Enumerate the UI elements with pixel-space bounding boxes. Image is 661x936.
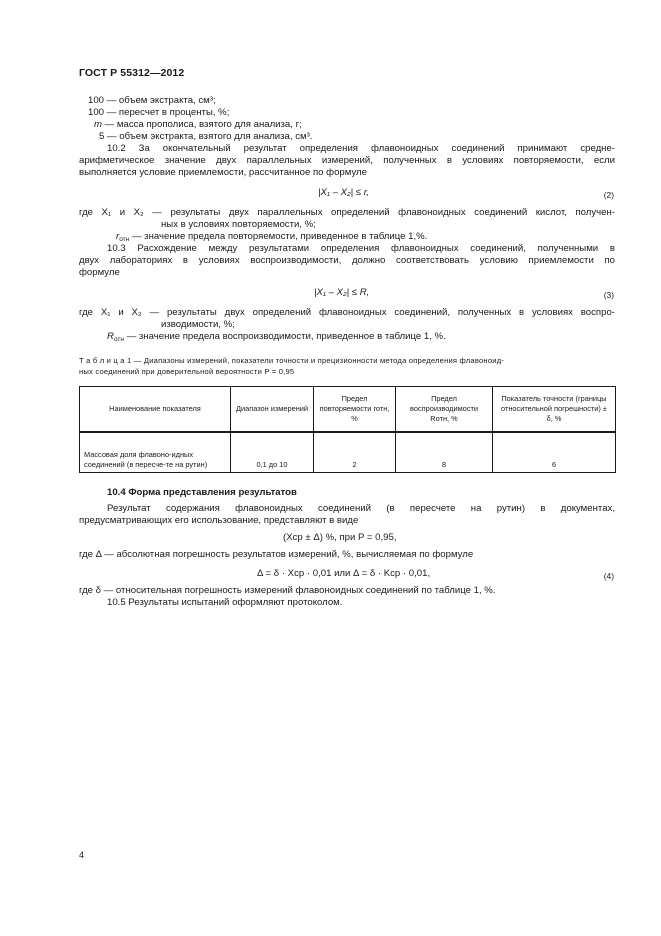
formula: |X₁ – X₂| ≤ R, [314, 287, 370, 298]
table-cell: 8 [396, 432, 493, 473]
section-title: 10.4 Форма представления результатов [107, 487, 297, 498]
page-header: ГОСТ Р 55312—2012 [79, 67, 185, 79]
header-cell: Диапазон измерений [231, 387, 314, 433]
table-header-row [80, 387, 616, 433]
header-cell: Предел воспроизводимости Rотн, % [396, 387, 493, 433]
table-cell: 6 [493, 432, 616, 473]
equation-number: (3) [603, 290, 614, 300]
legend-line [94, 119, 302, 131]
formula: |X₁ – X₂| ≤ r, [318, 187, 370, 198]
paragraph-line: ных в условиях повторяемости, %; [161, 219, 316, 230]
equation-number: (2) [603, 190, 614, 200]
table-caption: Т а б л и ц а 1 — Диапазоны измерений, показатели точности и прецизионности метода определения флавоноид- [79, 356, 505, 365]
paragraph-line: формуле [79, 267, 120, 278]
table-row [80, 432, 616, 473]
header-cell: Предел повторяемости rотн, % [314, 387, 396, 433]
definition-text: — значение предела повторяемости, приведенное в таблице 1,%. [129, 231, 428, 242]
table-caption: ных соединений при доверительной вероятности P = 0,95 [79, 367, 295, 376]
paragraph-line: 10.5 Результаты испытаний оформляют протоколом. [107, 597, 343, 608]
paragraph-line [107, 331, 446, 346]
paragraph-line: 10.3 Расхождение между результатами определения флавоноидных соединений, полученными в [107, 243, 615, 254]
paragraph-line: двух лабораториях в условиях воспроизводимости, должно соответствовать условию приемлемости по [79, 255, 615, 266]
table-cell: Массовая доля флавоно-идных соединений (в пересче-те на рутин) [80, 432, 231, 473]
table-cell: 2 [314, 432, 396, 473]
subscript: отн [113, 336, 124, 343]
paragraph-line: где X₁ и X₂ — результаты двух определений флавоноидных соединений, полученных в условиях воспро- [79, 307, 615, 318]
paragraph-line: изводимости, %; [161, 319, 235, 330]
paragraph-line: выполняется условие приемлемости, рассчитанное по формуле [79, 167, 367, 178]
paragraph-line: где Δ — абсолютная погрешность результатов измерений, %, вычисляемая по формуле [79, 549, 474, 560]
legend-text: — масса прополиса, взятого для анализа, г; [102, 119, 302, 130]
table-cell: 0,1 до 10 [231, 432, 314, 473]
variable-r: r [116, 231, 120, 242]
paragraph-line: Результат содержания флавоноидных соединений (в пересчете на рутин) в документах, [107, 503, 615, 514]
equation-number: (4) [603, 571, 614, 581]
variable-m: m [94, 119, 102, 130]
paragraph-line: арифметическое значение двух параллельных измерений, полученных в условиях повторяемости, если [79, 155, 615, 166]
subscript: отн [119, 236, 130, 243]
formula: (Xср ± Δ) %, при P = 0,95, [283, 532, 397, 543]
header-cell: Показатель точности (границы относительной погрешности) ± δ, % [493, 387, 616, 433]
definition-text: — значение предела воспроизводимости, приведенное в таблице 1, %. [123, 331, 446, 342]
variable-R: R [107, 331, 114, 342]
paragraph-line: предусматривающих его использование, представляют в виде [79, 515, 359, 526]
legend-line: 100 — объем экстракта, см³; [88, 95, 216, 106]
paragraph-line: где X₁ и X₂ — результаты двух параллельных определений флавоноидных соединений кислот, получен- [79, 207, 615, 218]
legend-line: 5 — объем экстракта, взятого для анализа, см³. [99, 131, 313, 142]
header-cell: Наименование показателя [80, 387, 231, 433]
formula: Δ = δ · Xср · 0,01 или Δ = δ · Kср · 0,01, [257, 568, 431, 579]
legend-line: 100 — пересчет в проценты, %; [88, 107, 230, 118]
table-1 [79, 386, 616, 473]
paragraph-line: где δ — относительная погрешность измерений флавоноидных соединений по таблице 1, %. [79, 585, 496, 596]
page-number: 4 [79, 850, 85, 860]
paragraph-line: 10.2 За окончательный результат определения флавоноидных соединений принимают средне- [107, 143, 615, 154]
